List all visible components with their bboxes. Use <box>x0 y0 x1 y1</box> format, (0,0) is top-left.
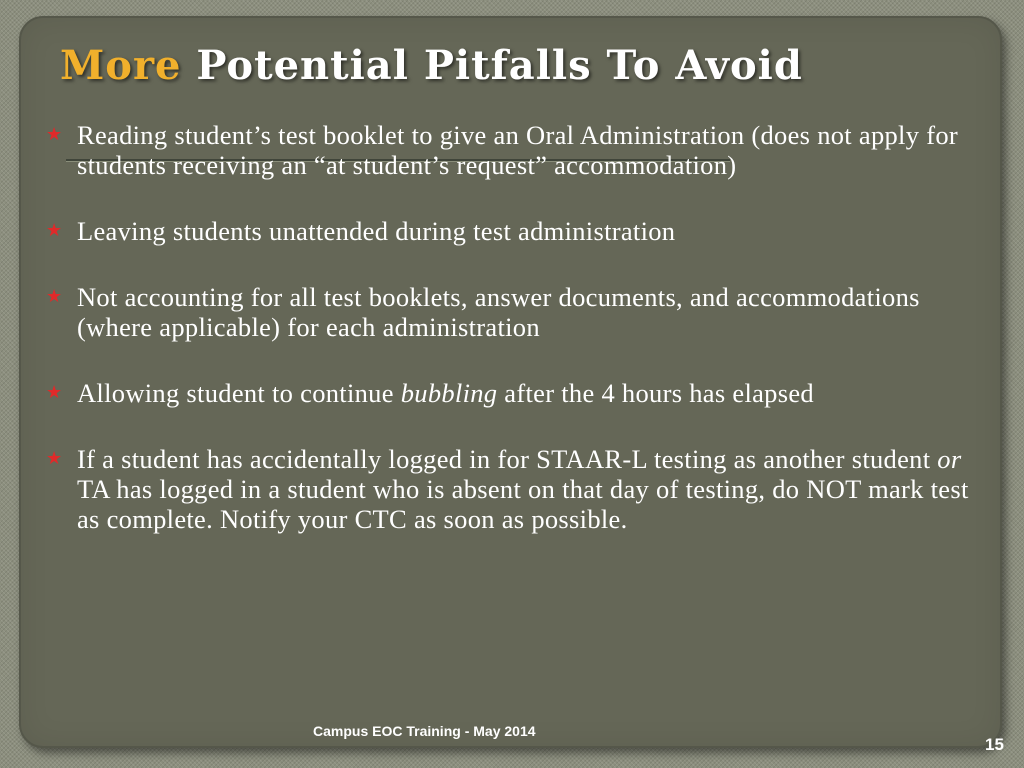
star-icon: ★ <box>46 448 63 469</box>
slide-number: 15 <box>985 735 1004 754</box>
bullet-text-end: TA has logged in a student who is absent on that day of testing, do NOT mark test as complete. Notify your CTC as soon as possible. <box>77 474 969 534</box>
title-accent-word: More <box>60 42 182 89</box>
star-icon: ★ <box>46 286 63 307</box>
star-icon: ★ <box>46 382 63 403</box>
bullet-text-start: If a student has accidentally logged in for STAAR-L testing as another student <box>77 444 938 474</box>
bullet-item <box>46 444 996 534</box>
bullet-list <box>46 120 996 570</box>
bullet-item <box>46 216 996 246</box>
bullet-item <box>46 282 996 342</box>
star-icon: ★ <box>46 124 63 145</box>
bullet-text-start: Allowing student to continue <box>77 378 401 408</box>
bullet-text: Not accounting for all test booklets, answer documents, and accommodations (where applicable) for each administration <box>77 282 920 342</box>
bullet-text: Leaving students unattended during test administration <box>77 216 676 246</box>
bullet-text: Reading student’s test booklet to give an Oral Administration (does not apply for students receiving an “at student’s request” accommodation) <box>77 120 958 180</box>
title-main-text: Potential Pitfalls To Avoid <box>196 42 803 89</box>
bullet-item <box>46 120 996 180</box>
star-icon: ★ <box>46 220 63 241</box>
bullet-emphasis: or <box>937 444 962 474</box>
bullet-item <box>46 378 996 408</box>
slide-title <box>60 38 803 94</box>
bullet-text-end: after the 4 hours has elapsed <box>497 378 814 408</box>
footer-text: Campus EOC Training - May 2014 <box>313 723 536 739</box>
bullet-emphasis: bubbling <box>400 378 498 408</box>
